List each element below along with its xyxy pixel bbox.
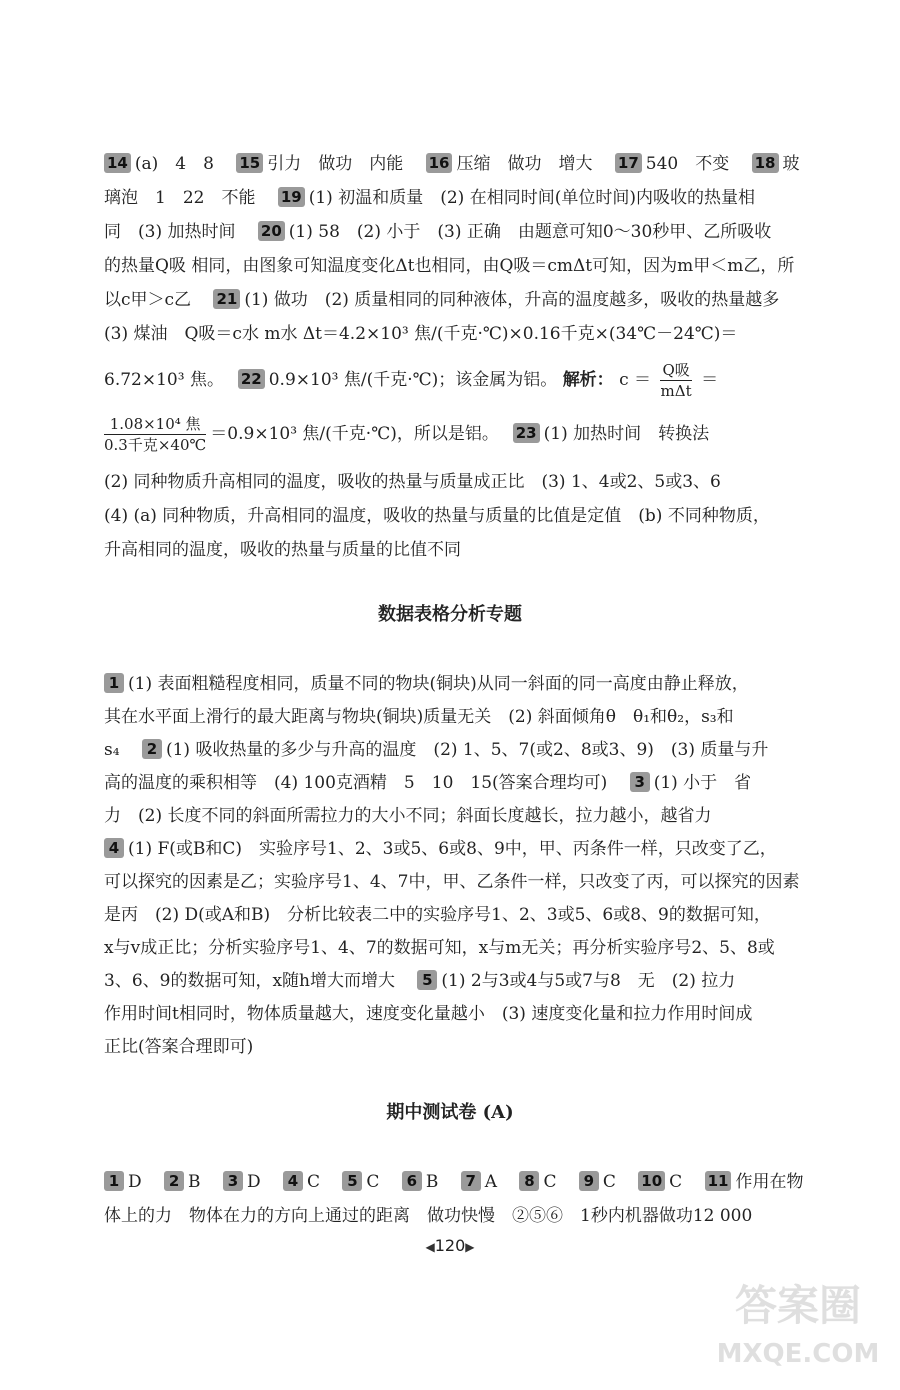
answer-text: 引力 做功 内能 xyxy=(267,154,404,174)
text-line xyxy=(104,288,779,312)
text-line: (2) 同种物质升高相同的温度，吸收的热量与质量成正比 (3) 1、4或2、5或3、6 xyxy=(104,472,721,492)
text-line xyxy=(104,414,709,455)
fraction-denominator: 0.3千克×40℃ xyxy=(104,436,207,454)
watermark-logo xyxy=(708,1258,888,1378)
answer-text: 0.9×10³ 焦/(千克·℃)；该金属为铝。 xyxy=(268,370,558,390)
question-number-badge: 22 xyxy=(238,369,265,389)
question-number-badge: 5 xyxy=(342,1171,362,1191)
answer-choice: C xyxy=(366,1172,380,1192)
section-heading: 期中测试卷 (A) xyxy=(386,1102,514,1123)
text-line: 体上的力 物体在力的方向上通过的距离 做功快慢 ②⑤⑥ 1秒内机器做功12 000 xyxy=(104,1206,753,1226)
text-line xyxy=(104,186,755,210)
answer-choice: B xyxy=(425,1172,439,1192)
question-number-badge: 3 xyxy=(630,772,650,792)
analysis-label: 解析： xyxy=(562,370,614,390)
question-number-badge: 18 xyxy=(752,153,779,173)
answer-text: 压缩 做功 增大 xyxy=(456,154,593,174)
answer-choice: C xyxy=(602,1172,616,1192)
question-number-badge: 15 xyxy=(236,153,263,173)
question-number-badge: 21 xyxy=(213,289,240,309)
answer-text: (a) 4 8 xyxy=(134,154,214,174)
answer-text: (1) 小于 省 xyxy=(653,773,752,793)
answer-text: (1) 吸收热量的多少与升高的温度 (2) 1、5、7(或2、8或3、9) (3) 质量与升 xyxy=(165,740,769,760)
answer-text: (1) F(或B和C) 实验序号1、2、3或5、6或8、9中，甲、丙条件一样，只改变了乙， xyxy=(128,839,777,859)
answer-text: (1) 表面粗糙程度相同，质量不同的物块(铜块)从同一斜面的同一高度由静止释放， xyxy=(128,674,749,694)
answer-text: 璃泡 1 22 不能 xyxy=(104,188,256,208)
text-line: 其在水平面上滑行的最大距离与物块(铜块)质量无关 (2) 斜面倾角θ θ₁和θ₂，s₃和 xyxy=(104,707,734,727)
question-number-badge: 14 xyxy=(104,153,131,173)
answer-text: 6.72×10³ 焦。 xyxy=(104,370,216,390)
page-number-text: 120 xyxy=(434,1236,466,1255)
text-line xyxy=(104,360,718,401)
text-line: 正比(答案合理即可) xyxy=(104,1037,254,1057)
answer-text: ＝0.9×10³ 焦/(千克·℃)，所以是铝。 xyxy=(210,424,491,444)
question-number-badge: 9 xyxy=(579,1171,599,1191)
answer-choice: D xyxy=(128,1172,142,1192)
watermark-top-text: 答案圈 xyxy=(734,1281,862,1330)
question-number-badge: 17 xyxy=(615,153,642,173)
formula-text: ＝ xyxy=(701,370,719,390)
text-line: x与v成正比；分析实验序号1、4、7的数据可知，x与m无关；再分析实验序号2、5、8或 xyxy=(104,938,775,958)
text-line: 的热量Q吸 相同，由图象可知温度变化Δt也相同，由Q吸＝cmΔt可知，因为m甲＜m乙，所 xyxy=(104,256,795,276)
text-line: (3) 煤油 Q吸＝c水 m水 Δt＝4.2×10³ 焦/(千克·℃)×0.16千克×(34℃－24℃)＝ xyxy=(104,324,738,344)
answer-text: 玻 xyxy=(782,154,800,174)
formula-fraction xyxy=(660,360,691,401)
text-line xyxy=(104,152,800,176)
answer-text: (1) 加热时间 转换法 xyxy=(543,424,710,444)
answer-text: 540 不变 xyxy=(645,154,730,174)
answer-text: 同 (3) 加热时间 xyxy=(104,222,236,242)
question-number-badge: 4 xyxy=(283,1171,303,1191)
formula-fraction xyxy=(104,414,206,455)
question-number-badge: 16 xyxy=(426,153,453,173)
answer-text: 3、6、9的数据可知，x随h增大而增大 xyxy=(104,971,395,991)
answer-text: (1) 58 (2) 小于 (3) 正确 由题意可知0～30秒甲、乙所吸收 xyxy=(288,222,772,242)
question-number-badge: 23 xyxy=(513,423,540,443)
text-line: 力 (2) 长度不同的斜面所需拉力的大小不同；斜面长度越长，拉力越小，越省力 xyxy=(104,806,712,826)
fraction-numerator: Q吸 xyxy=(662,361,690,379)
left-triangle-icon: ◀ xyxy=(425,1240,435,1254)
question-number-badge: 2 xyxy=(164,1171,184,1191)
section-heading: 数据表格分析专题 xyxy=(378,604,522,625)
answer-text: s₄ xyxy=(104,740,120,760)
fraction-denominator: mΔt xyxy=(660,382,692,400)
answer-text: 作用在物 xyxy=(735,1172,804,1192)
answer-text: (1) 做功 (2) 质量相同的同种液体，升高的温度越多，吸收的热量越多 xyxy=(244,290,780,310)
formula-text: c ＝ xyxy=(619,370,652,390)
answer-choice: B xyxy=(188,1172,201,1192)
question-number-badge: 1 xyxy=(104,1171,124,1191)
question-number-badge: 8 xyxy=(519,1171,539,1191)
question-number-badge: 6 xyxy=(402,1171,422,1191)
question-number-badge: 11 xyxy=(705,1171,732,1191)
text-line xyxy=(104,1170,803,1194)
question-number-badge: 1 xyxy=(104,673,124,693)
page-number xyxy=(0,1236,900,1255)
question-number-badge: 3 xyxy=(223,1171,243,1191)
question-number-badge: 7 xyxy=(461,1171,481,1191)
answer-choice: C xyxy=(307,1172,321,1192)
answer-text: (1) 2与3或4与5或7与8 无 (2) 拉力 xyxy=(441,971,736,991)
answer-text: 高的温度的乘积相等 (4) 100克酒精 5 10 15(答案合理均可) xyxy=(104,773,608,793)
question-number-badge: 19 xyxy=(278,187,305,207)
text-line: (4) (a) 同种物质，升高相同的温度，吸收的热量与质量的比值是定值 (b) 不同种物质， xyxy=(104,506,770,526)
answer-choice: C xyxy=(669,1172,683,1192)
text-line: 作用时间t相同时，物体质量越大，速度变化量越小 (3) 速度变化量和拉力作用时间成 xyxy=(104,1004,753,1024)
answer-choice: A xyxy=(484,1172,498,1192)
question-number-badge: 2 xyxy=(142,739,162,759)
answer-text: (1) 初温和质量 (2) 在相同时间(单位时间)内吸收的热量相 xyxy=(308,188,755,208)
question-number-badge: 10 xyxy=(638,1171,665,1191)
text-line: 可以探究的因素是乙；实验序号1、4、7中，甲、乙条件一样，只改变了丙，可以探究的因素 xyxy=(104,872,800,892)
answer-choice: D xyxy=(246,1172,261,1192)
watermark-bottom-text: MXQE.COM xyxy=(716,1339,880,1369)
text-line: 升高相同的温度，吸收的热量与质量的比值不同 xyxy=(104,540,461,560)
text-line xyxy=(104,771,751,795)
text-line xyxy=(104,220,771,244)
question-number-badge: 4 xyxy=(104,838,124,858)
question-number-badge: 20 xyxy=(258,221,285,241)
text-line xyxy=(104,672,749,696)
text-line: 是丙 (2) D(或A和B) 分析比较表二中的实验序号1、2、3或5、6或8、9的数据可知， xyxy=(104,905,771,925)
text-line xyxy=(104,837,777,861)
right-triangle-icon: ▶ xyxy=(465,1240,475,1254)
answer-text: 以c甲＞c乙 xyxy=(104,290,192,310)
question-number-badge: 5 xyxy=(417,970,437,990)
text-line xyxy=(104,969,735,993)
fraction-numerator: 1.08×10⁴ 焦 xyxy=(104,414,206,435)
answer-choice: C xyxy=(543,1172,557,1192)
text-line xyxy=(104,738,768,762)
